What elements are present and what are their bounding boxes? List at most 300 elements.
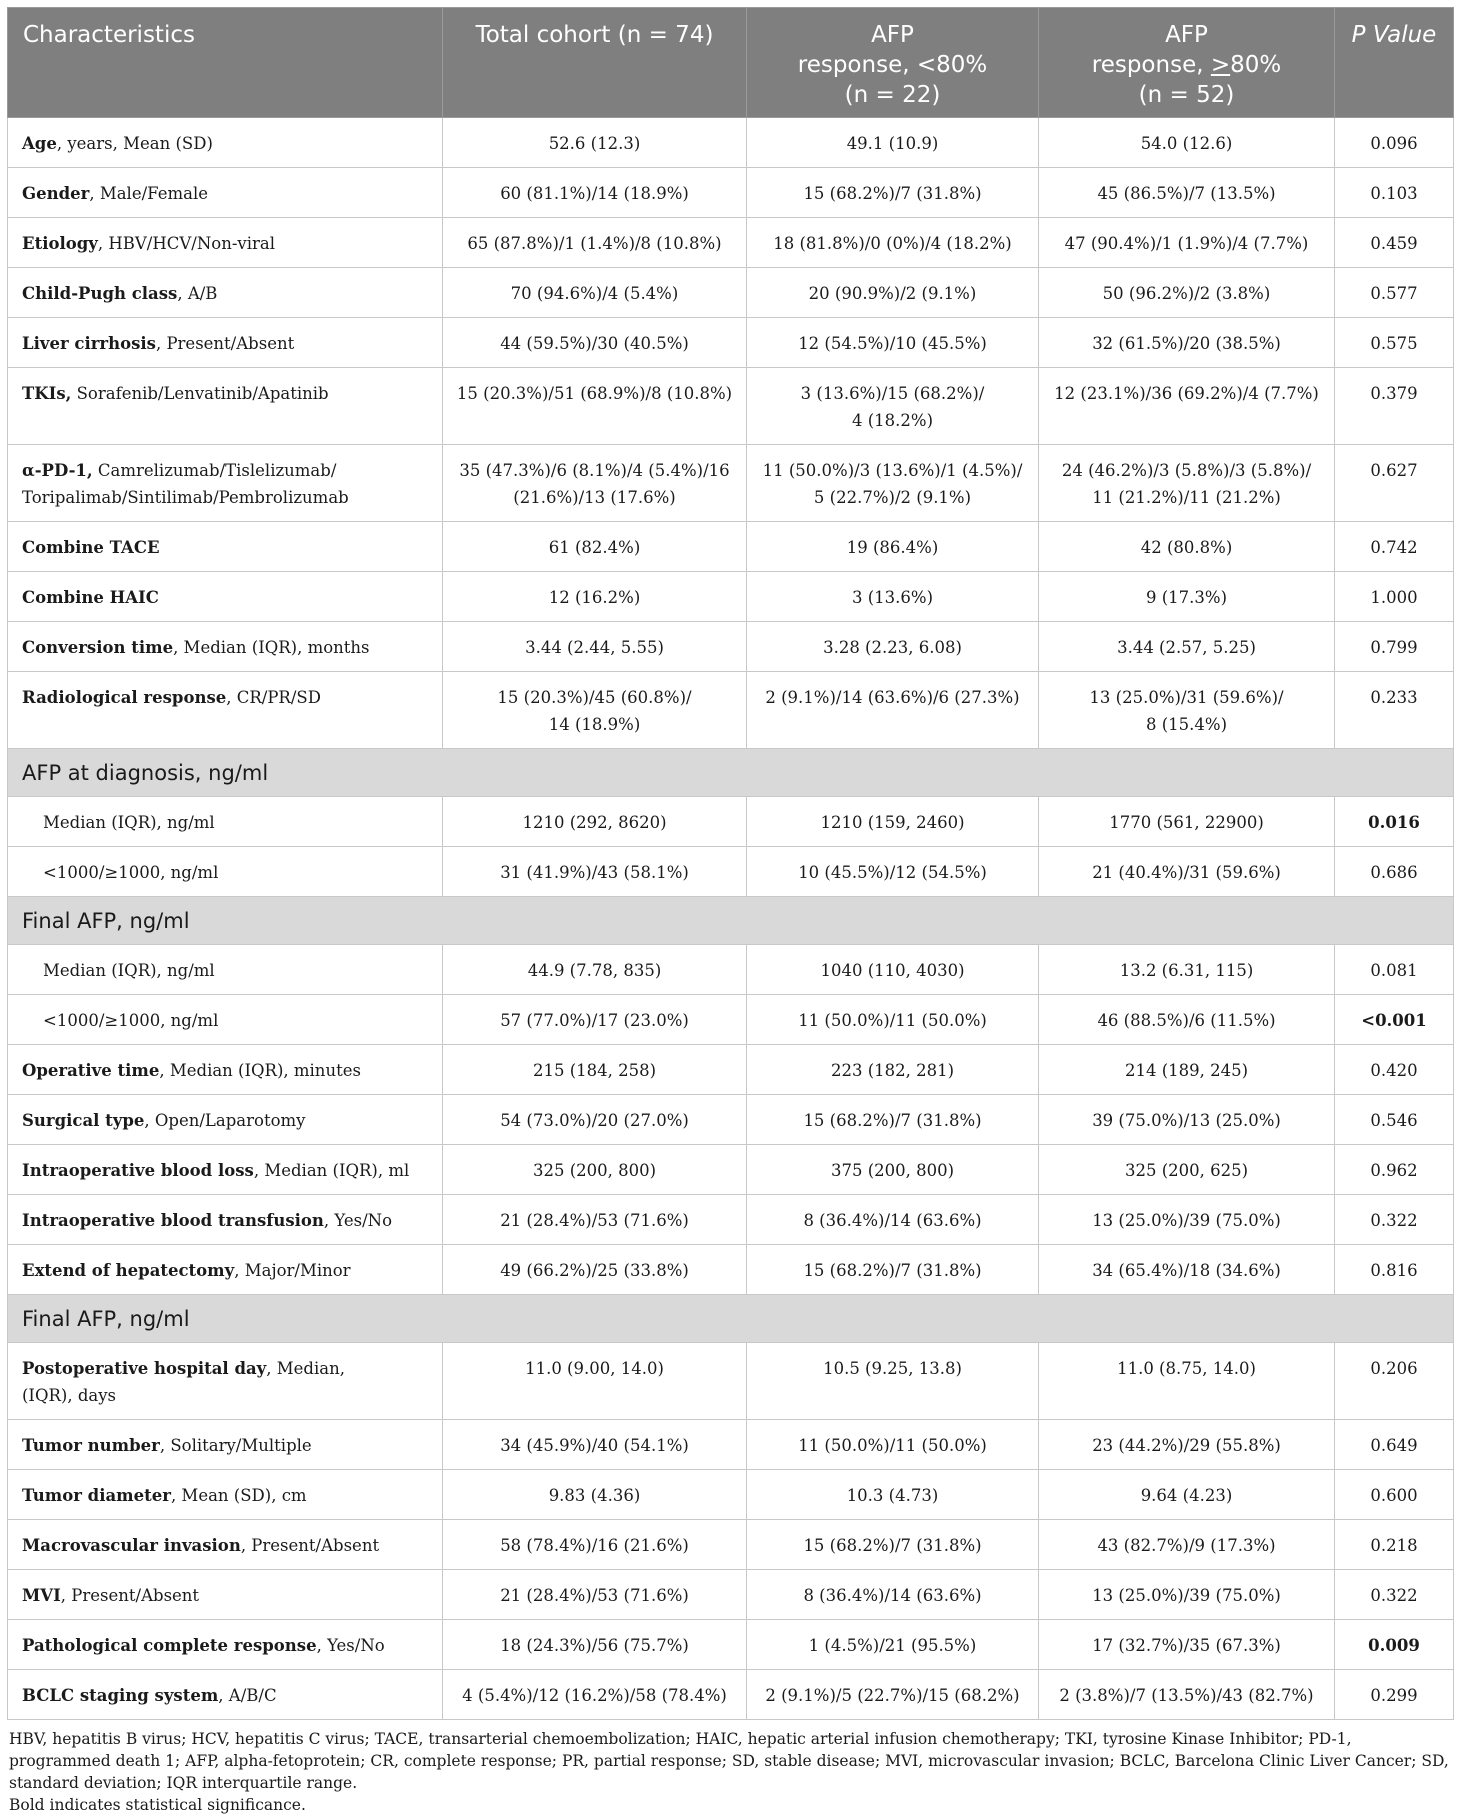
cell-afp-lt80 [747,1045,1039,1095]
cell-afp-lt80 [747,445,1039,522]
cell-p-value-text: 0.081 [1370,961,1418,980]
cell-afp-lt80-text: 12 (54.5%)/10 (45.5%) [798,334,987,353]
row-label [8,1620,443,1670]
cell-total-cohort-text: 70 (94.6%)/4 (5.4%) [510,284,679,303]
cell-afp-ge80-text: 214 (189, 245) [1124,1061,1249,1080]
cell-afp-lt80 [747,1095,1039,1145]
cell-afp-lt80 [747,1343,1039,1420]
cell-p-value-text: 0.600 [1370,1486,1418,1505]
table-row [8,1570,1454,1620]
row-label-detail: , Solitary/Multiple [159,1436,312,1455]
section-header: AFP at diagnosis, ng/ml [8,749,1454,797]
footnote-significance: Bold indicates statistical significance. [9,1796,306,1814]
cell-total-cohort-text: 3.44 (2.44, 5.55) [525,638,664,657]
header-p-value: P Value [1335,8,1454,118]
header-row [8,8,1454,118]
cell-afp-ge80-text: 2 (3.8%)/7 (13.5%)/43 (82.7%) [1059,1686,1314,1705]
cell-p-value-text: 0.206 [1370,1359,1418,1378]
row-label [8,1420,443,1470]
row-label-bold: α-PD-1, [22,461,93,480]
cell-total-cohort-text: 35 (47.3%)/6 (8.1%)/4 (5.4%)/16 [459,461,730,480]
section-header: Final AFP, ng/ml [8,1295,1454,1343]
cell-afp-ge80-text: 23 (44.2%)/29 (55.8%) [1092,1436,1281,1455]
cell-total-cohort-text: 60 (81.1%)/14 (18.9%) [500,184,689,203]
row-label-bold: MVI [22,1586,61,1605]
row-label [8,1195,443,1245]
row-label-bold: Intraoperative blood loss [22,1161,254,1180]
row-label [8,1343,443,1420]
cell-afp-ge80-text-2: 11 (21.2%)/11 (21.2%) [1092,488,1281,507]
cell-afp-ge80 [1039,318,1335,368]
cell-afp-ge80 [1039,1570,1335,1620]
cell-p-value [1335,797,1454,847]
cell-afp-ge80 [1039,945,1335,995]
cell-p-value-text: 0.546 [1370,1111,1418,1130]
table-row [8,1670,1454,1720]
cell-p-value-text: 0.096 [1370,134,1418,153]
row-label-detail: , Median (IQR), months [173,638,370,657]
cell-afp-ge80 [1039,268,1335,318]
cell-p-value-text: 0.322 [1370,1586,1418,1605]
cell-afp-lt80-text: 11 (50.0%)/3 (13.6%)/1 (4.5%)/ [762,461,1023,480]
cell-total-cohort [443,1670,747,1720]
cell-afp-lt80-text: 19 (86.4%) [846,538,939,557]
row-label-detail: , Present/Absent [155,334,295,353]
cell-total-cohort [443,1245,747,1295]
cell-p-value-text: 0.009 [1368,1636,1420,1655]
cell-total-cohort-text: 57 (77.0%)/17 (23.0%) [500,1011,689,1030]
cell-afp-lt80-text: 375 (200, 800) [830,1161,955,1180]
cell-afp-ge80-text: 46 (88.5%)/6 (11.5%) [1097,1011,1276,1030]
row-label-bold: Intraoperative blood transfusion [22,1211,324,1230]
cell-total-cohort-text: 65 (87.8%)/1 (1.4%)/8 (10.8%) [467,234,722,253]
cell-total-cohort-text-2: (21.6%)/13 (17.6%) [513,488,676,507]
row-label [8,218,443,268]
cell-afp-ge80-text: 21 (40.4%)/31 (59.6%) [1092,863,1281,882]
row-label-detail: Sorafenib/Lenvatinib/Apatinib [71,384,329,403]
cell-p-value [1335,1570,1454,1620]
cell-afp-lt80 [747,1145,1039,1195]
cell-total-cohort [443,572,747,622]
header-afp-ge80-line2 [1051,50,1322,80]
cell-afp-lt80-text: 10.5 (9.25, 13.8) [823,1359,962,1378]
cell-total-cohort-text: 31 (41.9%)/43 (58.1%) [500,863,689,882]
cell-afp-lt80-text: 8 (36.4%)/14 (63.6%) [803,1586,982,1605]
row-label [8,672,443,749]
cell-afp-ge80-text: 9 (17.3%) [1145,588,1228,607]
row-label-bold: Age [22,134,57,153]
cell-p-value-text: 0.575 [1370,334,1418,353]
cell-afp-lt80-text: 18 (81.8%)/0 (0%)/4 (18.2%) [773,234,1012,253]
table-row [8,1470,1454,1520]
cell-total-cohort-text: 11.0 (9.00, 14.0) [525,1359,664,1378]
table-row [8,1520,1454,1570]
cell-total-cohort [443,268,747,318]
cell-afp-ge80-text: 1770 (561, 22900) [1109,813,1264,832]
cell-afp-lt80-text: 1210 (159, 2460) [820,813,965,832]
table-row [8,522,1454,572]
cell-afp-lt80-text: 223 (182, 281) [830,1061,955,1080]
cell-afp-lt80-text: 2 (9.1%)/14 (63.6%)/6 (27.3%) [765,688,1020,707]
cell-p-value-text: 0.742 [1370,538,1418,557]
table-row [8,1343,1454,1420]
table-row [8,368,1454,445]
cell-afp-ge80 [1039,572,1335,622]
row-label [8,1470,443,1520]
row-label-detail: , Open/Laparotomy [144,1111,306,1130]
cell-afp-ge80 [1039,1420,1335,1470]
row-label-detail: , Median (IQR), ml [253,1161,410,1180]
cell-afp-lt80 [747,218,1039,268]
row-label [8,995,443,1045]
row-label [8,168,443,218]
cell-afp-ge80-text: 34 (65.4%)/18 (34.6%) [1092,1261,1281,1280]
cell-afp-lt80-text: 20 (90.9%)/2 (9.1%) [808,284,977,303]
cell-total-cohort-text: 9.83 (4.36) [548,1486,641,1505]
header-afp-ge80-line1: AFP [1165,22,1208,48]
row-label-bold: Operative time [22,1061,160,1080]
cell-total-cohort-text: 21 (28.4%)/53 (71.6%) [500,1586,689,1605]
section-header-row [8,1295,1454,1343]
cell-afp-lt80 [747,168,1039,218]
cell-p-value-text: 0.459 [1370,234,1418,253]
cell-afp-ge80-text: 3.44 (2.57, 5.25) [1117,638,1256,657]
row-label-bold: Child-Pugh class [22,284,178,303]
cell-afp-ge80 [1039,1520,1335,1570]
cell-afp-lt80-text: 11 (50.0%)/11 (50.0%) [798,1011,987,1030]
row-label [8,847,443,897]
table-row [8,945,1454,995]
cell-afp-lt80 [747,1195,1039,1245]
cell-afp-lt80-text: 1040 (110, 4030) [820,961,965,980]
cell-total-cohort-text: 58 (78.4%)/16 (21.6%) [500,1536,689,1555]
row-label [8,1145,443,1195]
cell-afp-lt80 [747,368,1039,445]
cell-afp-ge80-text: 13.2 (6.31, 115) [1119,961,1254,980]
cell-afp-lt80-text: 15 (68.2%)/7 (31.8%) [803,1111,982,1130]
table-row [8,1095,1454,1145]
cell-total-cohort-text: 21 (28.4%)/53 (71.6%) [500,1211,689,1230]
table-row [8,268,1454,318]
row-label-detail: , CR/PR/SD [226,688,321,707]
table-row [8,445,1454,522]
characteristics-table [7,7,1454,1720]
table-row [8,572,1454,622]
cell-total-cohort-text: 12 (16.2%) [548,588,641,607]
cell-afp-ge80-text: 13 (25.0%)/39 (75.0%) [1092,1586,1281,1605]
row-label-bold: Postoperative hospital day [22,1359,267,1378]
cell-afp-ge80-text: 45 (86.5%)/7 (13.5%) [1097,184,1276,203]
cell-p-value-text: 0.799 [1370,638,1418,657]
row-label [8,945,443,995]
cell-total-cohort [443,945,747,995]
cell-total-cohort [443,622,747,672]
cell-p-value [1335,1195,1454,1245]
cell-total-cohort-text: 34 (45.9%)/40 (54.1%) [500,1436,689,1455]
cell-afp-ge80-text: 325 (200, 625) [1124,1161,1249,1180]
cell-total-cohort [443,1343,747,1420]
row-label-bold: Surgical type [22,1111,145,1130]
cell-afp-ge80 [1039,1670,1335,1720]
row-label-bold: Gender [22,184,90,203]
cell-afp-lt80 [747,622,1039,672]
cell-total-cohort-text: 215 (184, 258) [532,1061,657,1080]
table-container [7,7,1453,1816]
cell-afp-lt80 [747,1670,1039,1720]
row-label-detail: , HBV/HCV/Non-viral [97,234,276,253]
cell-afp-ge80-text: 50 (96.2%)/2 (3.8%) [1102,284,1271,303]
row-label-bold: TKIs, [22,384,72,403]
cell-afp-ge80-text: 13 (25.0%)/39 (75.0%) [1092,1211,1281,1230]
row-label [8,318,443,368]
table-row [8,218,1454,268]
cell-total-cohort [443,1195,747,1245]
row-label-bold: Combine HAIC [22,588,159,607]
section-header-row [8,749,1454,797]
cell-p-value [1335,945,1454,995]
footnote-abbreviations: HBV, hepatitis B virus; HCV, hepatitis C virus; TACE, transarterial chemoembolization; HAIC, hepatic arterial infusion chemotherapy; TKI, tyrosine Kinase Inhibitor; PD-1, programmed death 1; AFP, alpha-fetoprotein; CR, complete response; PR, partial response; SD, stable disease; MVI, microvascular invasion; BCLC, Barcelona Clinic Liver Cancer; SD, standard deviation; IQR interquartile range. [9,1730,1449,1792]
row-label-detail-2: (IQR), days [22,1386,117,1405]
cell-total-cohort [443,522,747,572]
table-row [8,118,1454,168]
cell-total-cohort [443,1420,747,1470]
header-afp-lt80-line3: (n = 22) [844,82,941,108]
cell-p-value [1335,1145,1454,1195]
header-afp-lt80-line1: AFP [871,22,914,48]
cell-afp-ge80 [1039,1145,1335,1195]
cell-afp-ge80 [1039,445,1335,522]
cell-afp-lt80-text: 49.1 (10.9) [846,134,939,153]
row-label [8,1245,443,1295]
cell-p-value-text: 0.962 [1370,1161,1418,1180]
table-row [8,1245,1454,1295]
cell-afp-ge80 [1039,368,1335,445]
header-afp-ge80 [1039,8,1335,118]
cell-total-cohort [443,445,747,522]
cell-total-cohort [443,168,747,218]
cell-p-value [1335,672,1454,749]
cell-afp-lt80-text: 3 (13.6%)/15 (68.2%)/ [800,384,985,403]
cell-afp-ge80-text: 9.64 (4.23) [1140,1486,1233,1505]
cell-p-value [1335,1470,1454,1520]
table-row [8,1145,1454,1195]
row-label-bold: BCLC staging system [22,1686,219,1705]
row-label [8,445,443,522]
cell-afp-lt80-text: 8 (36.4%)/14 (63.6%) [803,1211,982,1230]
row-label-detail: , Present/Absent [240,1536,380,1555]
row-label-bold: Extend of hepatectomy [22,1261,235,1280]
cell-p-value [1335,847,1454,897]
row-label-bold: Radiological response [22,688,227,707]
cell-afp-ge80 [1039,1245,1335,1295]
cell-p-value [1335,1670,1454,1720]
cell-afp-ge80 [1039,1195,1335,1245]
header-afp-ge80-line2a: response, [1091,52,1211,78]
table-row [8,168,1454,218]
cell-p-value [1335,1420,1454,1470]
cell-p-value [1335,572,1454,622]
section-header: Final AFP, ng/ml [8,897,1454,945]
cell-p-value-text: 0.649 [1370,1436,1418,1455]
row-label [8,1670,443,1720]
cell-total-cohort [443,672,747,749]
row-label-bold: Tumor diameter [22,1486,171,1505]
cell-p-value [1335,268,1454,318]
row-label [8,268,443,318]
cell-afp-lt80 [747,268,1039,318]
cell-p-value-text: 0.233 [1370,688,1418,707]
cell-total-cohort [443,797,747,847]
row-label [8,522,443,572]
row-label-bold: Macrovascular invasion [22,1536,241,1555]
cell-total-cohort-text: 52.6 (12.3) [548,134,641,153]
row-label-detail: , Yes/No [323,1211,393,1230]
cell-afp-ge80 [1039,1045,1335,1095]
cell-p-value [1335,445,1454,522]
row-label [8,622,443,672]
cell-total-cohort [443,118,747,168]
row-label-detail: , Median (IQR), minutes [159,1061,361,1080]
cell-afp-ge80-text: 13 (25.0%)/31 (59.6%)/ [1089,688,1284,707]
row-label [8,1045,443,1095]
cell-afp-lt80 [747,945,1039,995]
table-row [8,847,1454,897]
cell-afp-lt80-text-2: 4 (18.2%) [851,411,934,430]
cell-afp-ge80-text: 12 (23.1%)/36 (69.2%)/4 (7.7%) [1054,384,1319,403]
row-label-detail: , Median, [266,1359,345,1378]
row-label-text: <1000/≥1000, ng/ml [43,863,219,882]
table-row [8,797,1454,847]
cell-p-value [1335,1520,1454,1570]
cell-afp-ge80 [1039,522,1335,572]
cell-total-cohort [443,1095,747,1145]
cell-total-cohort [443,318,747,368]
table-row [8,1420,1454,1470]
cell-afp-ge80 [1039,797,1335,847]
cell-p-value-text: 0.686 [1370,863,1418,882]
cell-afp-lt80-text: 10 (45.5%)/12 (54.5%) [798,863,987,882]
header-afp-ge80-symbol: > [1210,52,1231,78]
cell-p-value-text: 0.577 [1370,284,1418,303]
cell-total-cohort-text-2: 14 (18.9%) [548,715,641,734]
row-label-detail: , Male/Female [89,184,208,203]
row-label-detail-2: Toripalimab/Sintilimab/Pembrolizumab [22,488,349,507]
cell-total-cohort-text: 44 (59.5%)/30 (40.5%) [500,334,689,353]
cell-p-value [1335,218,1454,268]
cell-afp-lt80-text: 2 (9.1%)/5 (22.7%)/15 (68.2%) [765,1686,1020,1705]
cell-p-value [1335,622,1454,672]
row-label-detail: , Yes/No [316,1636,385,1655]
cell-afp-ge80-text-2: 8 (15.4%) [1145,715,1228,734]
cell-p-value [1335,318,1454,368]
cell-p-value-text: 0.816 [1370,1261,1418,1280]
cell-afp-ge80-text: 24 (46.2%)/3 (5.8%)/3 (5.8%)/ [1061,461,1312,480]
cell-p-value [1335,1095,1454,1145]
cell-p-value [1335,368,1454,445]
cell-afp-lt80-text: 11 (50.0%)/11 (50.0%) [798,1436,987,1455]
cell-afp-lt80 [747,1420,1039,1470]
cell-p-value [1335,1245,1454,1295]
cell-total-cohort [443,218,747,268]
cell-afp-ge80 [1039,1343,1335,1420]
table-row [8,1620,1454,1670]
header-characteristics: Characteristics [8,8,443,118]
table-row [8,318,1454,368]
cell-afp-lt80-text: 3.28 (2.23, 6.08) [823,638,962,657]
cell-afp-lt80-text: 15 (68.2%)/7 (31.8%) [803,1536,982,1555]
cell-total-cohort-text: 49 (66.2%)/25 (33.8%) [500,1261,689,1280]
cell-p-value-text: 1.000 [1370,588,1418,607]
row-label-detail: , A/B [177,284,218,303]
cell-afp-ge80 [1039,622,1335,672]
cell-afp-ge80 [1039,672,1335,749]
header-afp-lt80-line2: response, <80% [797,52,988,78]
row-label-text: Median (IQR), ng/ml [43,961,215,980]
row-label [8,368,443,445]
cell-p-value [1335,995,1454,1045]
cell-p-value [1335,522,1454,572]
cell-afp-ge80-text: 11.0 (8.75, 14.0) [1117,1359,1256,1378]
cell-afp-lt80 [747,1470,1039,1520]
cell-p-value [1335,168,1454,218]
row-label-detail: , A/B/C [218,1686,277,1705]
cell-total-cohort-text: 325 (200, 800) [532,1161,657,1180]
cell-total-cohort-text: 15 (20.3%)/51 (68.9%)/8 (10.8%) [456,384,733,403]
cell-total-cohort-text: 44.9 (7.78, 835) [527,961,662,980]
table-row [8,672,1454,749]
row-label-bold: Combine TACE [22,538,160,557]
row-label [8,1520,443,1570]
cell-afp-lt80 [747,797,1039,847]
cell-afp-ge80-text: 17 (32.7%)/35 (67.3%) [1092,1636,1281,1655]
cell-afp-lt80 [747,1520,1039,1570]
cell-p-value [1335,1045,1454,1095]
header-afp-ge80-line2c: 80% [1230,52,1282,78]
row-label-text: Median (IQR), ng/ml [43,813,215,832]
row-label [8,118,443,168]
row-label [8,797,443,847]
cell-p-value [1335,118,1454,168]
cell-afp-ge80-text: 43 (82.7%)/9 (17.3%) [1097,1536,1276,1555]
cell-afp-lt80-text: 1 (4.5%)/21 (95.5%) [808,1636,977,1655]
table-row [8,1045,1454,1095]
cell-afp-lt80 [747,995,1039,1045]
cell-total-cohort [443,1045,747,1095]
cell-afp-ge80 [1039,118,1335,168]
cell-total-cohort-text: 54 (73.0%)/20 (27.0%) [500,1111,689,1130]
header-afp-lt80 [747,8,1039,118]
row-label-bold: Conversion time [22,638,174,657]
cell-total-cohort-text: 15 (20.3%)/45 (60.8%)/ [497,688,692,707]
cell-p-value-text: 0.627 [1370,461,1418,480]
cell-total-cohort [443,1520,747,1570]
table-row [8,1195,1454,1245]
cell-total-cohort [443,1570,747,1620]
cell-total-cohort [443,995,747,1045]
cell-total-cohort-text: 1210 (292, 8620) [522,813,667,832]
cell-afp-lt80 [747,672,1039,749]
cell-afp-ge80 [1039,1620,1335,1670]
cell-afp-ge80-text: 42 (80.8%) [1140,538,1233,557]
cell-p-value-text: 0.299 [1370,1686,1418,1705]
row-label-bold: Liver cirrhosis [22,334,156,353]
cell-p-value [1335,1343,1454,1420]
cell-total-cohort [443,847,747,897]
cell-afp-lt80 [747,847,1039,897]
cell-afp-lt80-text-2: 5 (22.7%)/2 (9.1%) [813,488,972,507]
header-afp-ge80-line3: (n = 52) [1138,82,1235,108]
cell-total-cohort-text: 61 (82.4%) [548,538,641,557]
